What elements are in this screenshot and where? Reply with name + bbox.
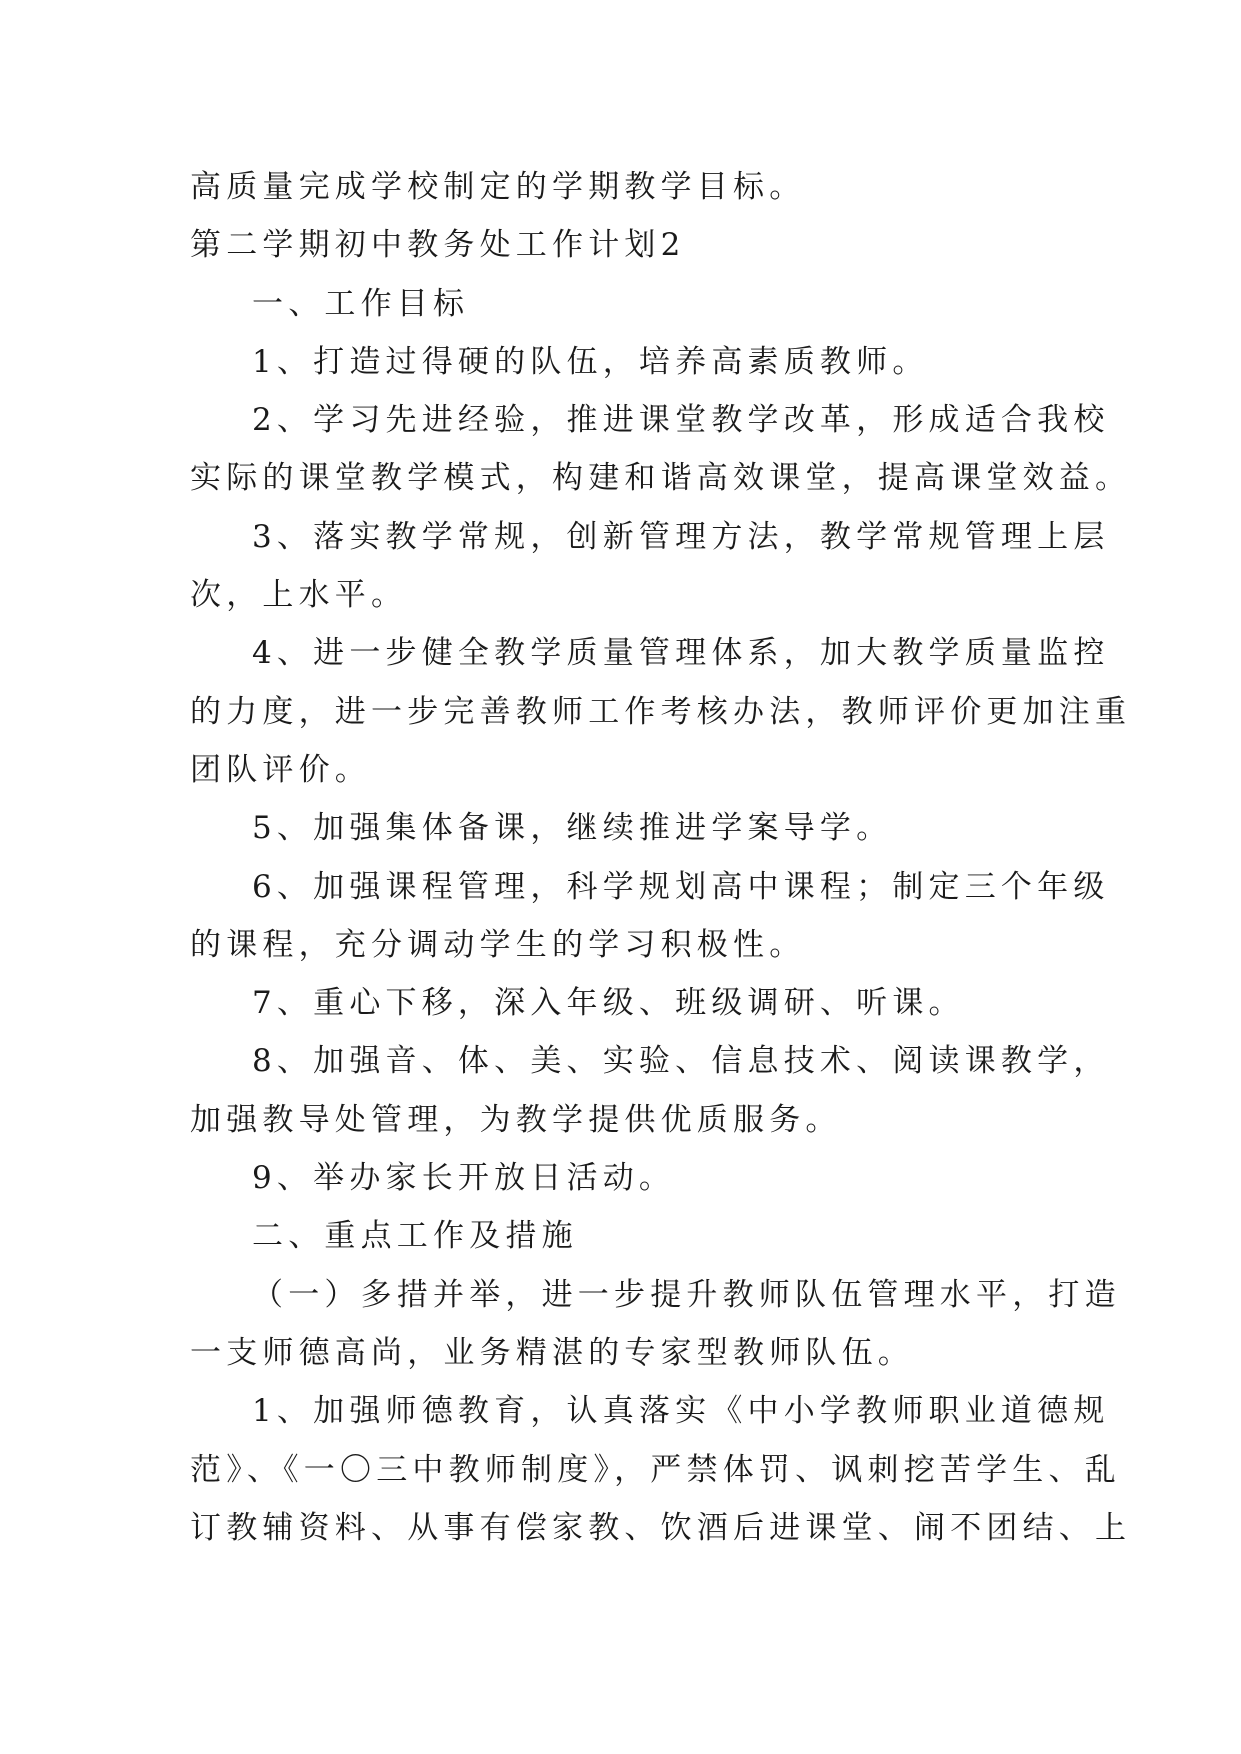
list-item: 4、进一步健全教学质量管理体系，加大教学质量监控 [252,635,1110,672]
text-line: 的课程，充分调动学生的学习积极性。 [190,926,806,963]
list-item: 1、加强师德教育，认真落实《中小学教师职业道德规 [252,1393,1110,1430]
list-item: 1、打造过得硬的队伍，培养高素质教师。 [252,343,929,380]
text-line: 加强教导处管理，为教学提供优质服务。 [190,1101,842,1138]
text-line: 范》、《一〇三中教师制度》，严禁体罚、讽刺挖苦学生、乱 [190,1451,1121,1488]
text-line: 订教辅资料、从事有偿家教、饮酒后进课堂、闹不团结、上 [190,1509,1132,1546]
text-line: 团队评价。 [190,751,371,788]
heading-work-goals: 一、工作目标 [252,285,470,322]
text-line: 高质量完成学校制定的学期教学目标。 [190,169,806,205]
text-line: 实际的课堂教学模式，构建和谐高效课堂，提高课堂效益。 [190,460,1132,497]
list-item: 9、举办家长开放日活动。 [252,1160,676,1197]
heading-key-work: 二、重点工作及措施 [252,1218,578,1255]
text-line: 次，上水平。 [190,577,408,614]
text-line: 的力度，进一步完善教师工作考核办法，教师评价更加注重 [190,693,1132,730]
section-title: 第二学期初中教务处工作计划2 [190,227,686,264]
list-item: 3、落实教学常规，创新管理方法，教学常规管理上层 [252,518,1110,555]
text-line: 一支师德高尚，业务精湛的专家型教师队伍。 [190,1334,914,1371]
list-item: 8、加强音、体、美、实验、信息技术、阅读课教学， [252,1043,1110,1080]
list-item: 6、加强课程管理，科学规划高中课程；制定三个年级 [252,868,1110,905]
document-body [190,158,1132,1557]
list-item: 7、重心下移，深入年级、班级调研、听课。 [252,985,965,1022]
list-item: 2、学习先进经验，推进课堂教学改革，形成适合我校 [252,402,1110,439]
subheading: （一）多措并举，进一步提升教师队伍管理水平，打造 [252,1276,1121,1313]
list-item: 5、加强集体备课，继续推进学案导学。 [252,810,893,847]
